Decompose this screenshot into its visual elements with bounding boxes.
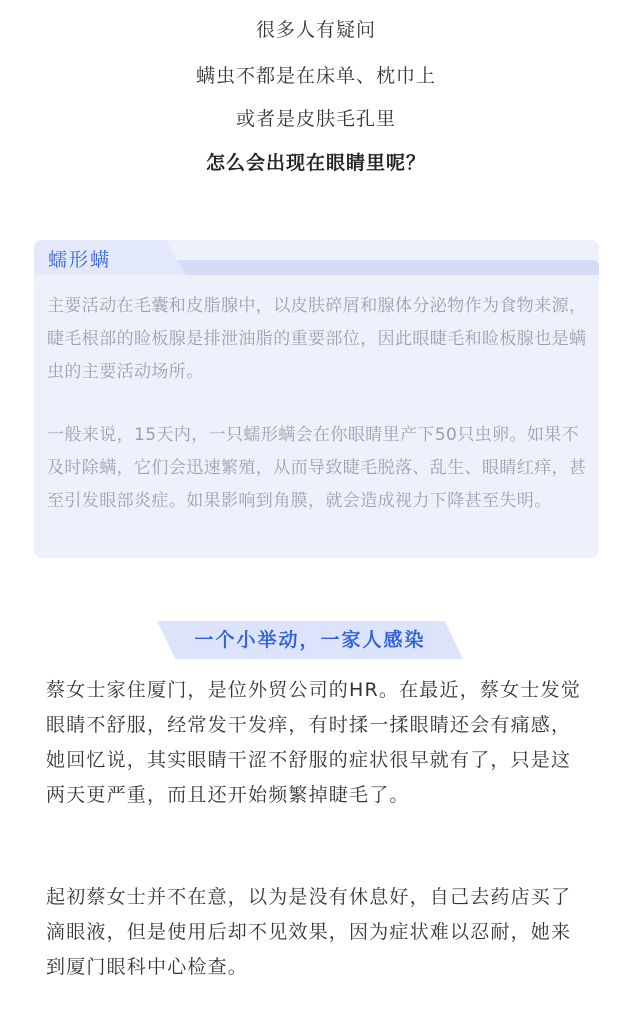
- info-card: [34, 240, 599, 558]
- body-paragraph-1: 蔡女士家住厦门，是位外贸公司的HR。在最近，蔡女士发觉眼睛不舒服，经常发干发痒，有时揉一揉眼睛还会有痛感，她回忆说，其实眼睛干涩不舒服的症状很早就有了，只是这两天更严重，而且还开始频繁掉睫毛了。: [46, 679, 581, 806]
- card-title: 蠕形螨: [48, 249, 112, 271]
- intro-line-1: 很多人有疑问: [255, 19, 376, 41]
- section-heading: [157, 621, 463, 659]
- card-paragraph-2: 一般来说，15天内，一只蠕形螨会在你眼睛里产下50只虫卵。如果不及时除螨，它们会迅速繁殖，从而导致睫毛脱落、乱生、眼睛红痒，甚至引发眼部炎症。如果影响到角膜，就会造成视力下降甚至失明。: [47, 425, 587, 511]
- intro-question: 怎么会出现在眼睛里呢？: [205, 152, 426, 174]
- intro-line-2: 螨虫不都是在床单、枕巾上: [195, 65, 436, 87]
- body-paragraph-2: 起初蔡女士并不在意，以为是没有休息好，自己去药店买了滴眼液，但是使用后却不见效果，因为症状难以忍耐，她来到厦门眼科中心检查。: [46, 886, 572, 978]
- intro-line-3: 或者是皮肤毛孔里: [235, 108, 396, 130]
- section-title: 一个小举动，一家人感染: [194, 629, 426, 651]
- card-title-tab-slope: [166, 240, 186, 275]
- card-paragraph-1: 主要活动在毛囊和皮脂腺中，以皮肤碎屑和腺体分泌物作为食物来源，睫毛根部的睑板腺是排泄油脂的重要部位，因此眼睫毛和睑板腺也是螨虫的主要活动场所。: [47, 296, 587, 382]
